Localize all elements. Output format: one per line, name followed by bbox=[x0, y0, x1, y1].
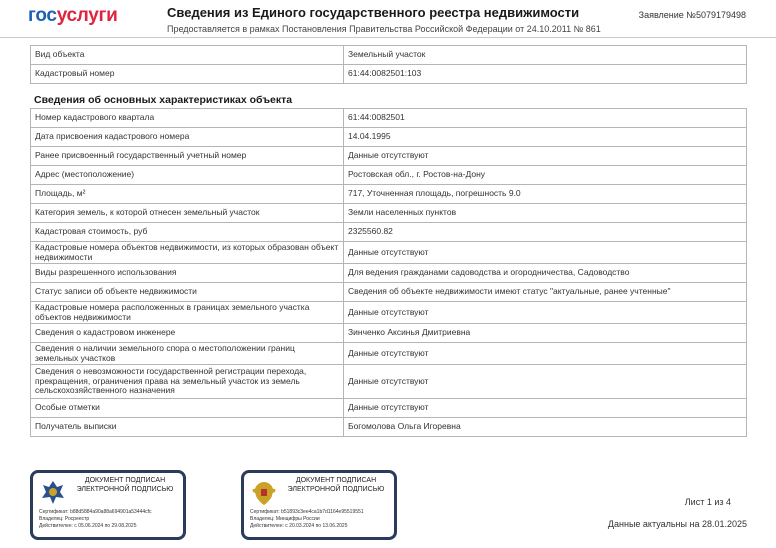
row-label: Дата присвоения кадастрового номера bbox=[31, 128, 344, 147]
table-row bbox=[31, 343, 747, 365]
table-row bbox=[31, 109, 747, 128]
row-label: Вид объекта bbox=[31, 46, 344, 65]
row-value: Земельный участок bbox=[344, 46, 747, 65]
stamp-title: ДОКУМЕНТ ПОДПИСАН ЭЛЕКТРОННОЙ ПОДПИСЬЮ bbox=[76, 477, 174, 493]
page-count: Лист 1 из 4 bbox=[684, 497, 731, 507]
rosreestr-emblem-icon bbox=[39, 478, 67, 508]
row-label: Статус записи об объекте недвижимости bbox=[31, 283, 344, 302]
table-row bbox=[31, 283, 747, 302]
row-value: Данные отсутствуют bbox=[344, 399, 747, 418]
row-label: Кадастровые номера расположенных в границах земельного участка объектов недвижимости bbox=[31, 302, 344, 324]
stamp-owner: Владелец: Минцифры России bbox=[250, 516, 320, 522]
row-label: Кадастровые номера объектов недвижимости, из которых образован объект недвижимости bbox=[31, 242, 344, 264]
object-summary-table bbox=[30, 45, 747, 84]
row-value: 2325560.82 bbox=[344, 223, 747, 242]
table-row bbox=[31, 264, 747, 283]
gosuslugi-logo: госуслуги bbox=[28, 5, 118, 26]
stamp-validity: Действителен: с 05.06.2024 по 29.08.2025 bbox=[39, 523, 137, 529]
row-value: Данные отсутствуют bbox=[344, 242, 747, 264]
row-label: Кадастровая стоимость, руб bbox=[31, 223, 344, 242]
row-label: Особые отметки bbox=[31, 399, 344, 418]
row-label: Категория земель, к которой отнесен земельный участок bbox=[31, 204, 344, 223]
row-value: Зинченко Аксинья Дмитриевна bbox=[344, 324, 747, 343]
row-value: Данные отсутствуют bbox=[344, 302, 747, 324]
row-label: Адрес (местоположение) bbox=[31, 166, 344, 185]
row-value: Сведения об объекте недвижимости имеют статус "актуальные, ранее учтенные" bbox=[344, 283, 747, 302]
row-label: Сведения о невозможности государственной регистрации перехода, прекращения, ограничения права на земельный участок из земель сельскохозяйственного назначения bbox=[31, 365, 344, 399]
table-row bbox=[31, 302, 747, 324]
characteristics-table bbox=[30, 108, 747, 437]
row-value: Данные отсутствуют bbox=[344, 147, 747, 166]
coat-of-arms-icon bbox=[250, 478, 278, 508]
row-label: Ранее присвоенный государственный учетный номер bbox=[31, 147, 344, 166]
signature-stamp-rosreestr bbox=[30, 470, 186, 540]
section-title: Сведения об основных характеристиках объекта bbox=[34, 94, 293, 106]
row-label: Сведения о кадастровом инженере bbox=[31, 324, 344, 343]
row-value: Ростовская обл., г. Ростов-на-Дону bbox=[344, 166, 747, 185]
stamp-certificate: Сертификат: b51893c3ee4ca1b7d1164e95519551 bbox=[250, 509, 364, 515]
stamp-validity: Действителен: с 20.03.2024 по 13.06.2025 bbox=[250, 523, 348, 529]
row-value: Земли населенных пунктов bbox=[344, 204, 747, 223]
table-row bbox=[31, 324, 747, 343]
table-row bbox=[31, 365, 747, 399]
row-value: 14.04.1995 bbox=[344, 128, 747, 147]
row-label: Сведения о наличии земельного спора о местоположении границ земельных участков bbox=[31, 343, 344, 365]
table-row bbox=[31, 166, 747, 185]
data-actual-date: Данные актуальны на 28.01.2025 bbox=[607, 519, 747, 529]
stamp-certificate: Сертификат: b88d5884a90a88a694901a53444cfc bbox=[39, 509, 152, 515]
application-number: Заявление №5079179498 bbox=[638, 10, 746, 20]
table-row bbox=[31, 418, 747, 437]
stamp-title: ДОКУМЕНТ ПОДПИСАН ЭЛЕКТРОННОЙ ПОДПИСЬЮ bbox=[287, 477, 385, 493]
row-value: 61:44:0082501 bbox=[344, 109, 747, 128]
table-row bbox=[31, 242, 747, 264]
document-header bbox=[0, 0, 776, 38]
row-value: Для ведения гражданами садоводства и огородничества, Садоводство bbox=[344, 264, 747, 283]
table-row bbox=[31, 223, 747, 242]
row-label: Кадастровый номер bbox=[31, 65, 344, 84]
table-row bbox=[31, 65, 747, 84]
table-row bbox=[31, 185, 747, 204]
table-row bbox=[31, 147, 747, 166]
row-label: Получатель выписки bbox=[31, 418, 344, 437]
table-row bbox=[31, 204, 747, 223]
row-label: Виды разрешенного использования bbox=[31, 264, 344, 283]
table-row bbox=[31, 128, 747, 147]
row-value: 717, Уточненная площадь, погрешность 9.0 bbox=[344, 185, 747, 204]
row-value: Данные отсутствуют bbox=[344, 365, 747, 399]
row-value: Данные отсутствуют bbox=[344, 343, 747, 365]
document-title: Сведения из Единого государственного реестра недвижимости bbox=[167, 5, 580, 20]
row-value: 61:44:0082501:103 bbox=[344, 65, 747, 84]
table-row bbox=[31, 399, 747, 418]
document-subtitle: Предоставляется в рамках Постановления Правительства Российской Федерации от 24.10.2011 № 861 bbox=[167, 24, 601, 34]
row-label: Номер кадастрового квартала bbox=[31, 109, 344, 128]
row-value: Богомолова Ольга Игоревна bbox=[344, 418, 747, 437]
table-row bbox=[31, 46, 747, 65]
row-label: Площадь, м² bbox=[31, 185, 344, 204]
signature-stamp-mincifry bbox=[241, 470, 397, 540]
stamp-owner: Владелец: Росреестр bbox=[39, 516, 90, 522]
